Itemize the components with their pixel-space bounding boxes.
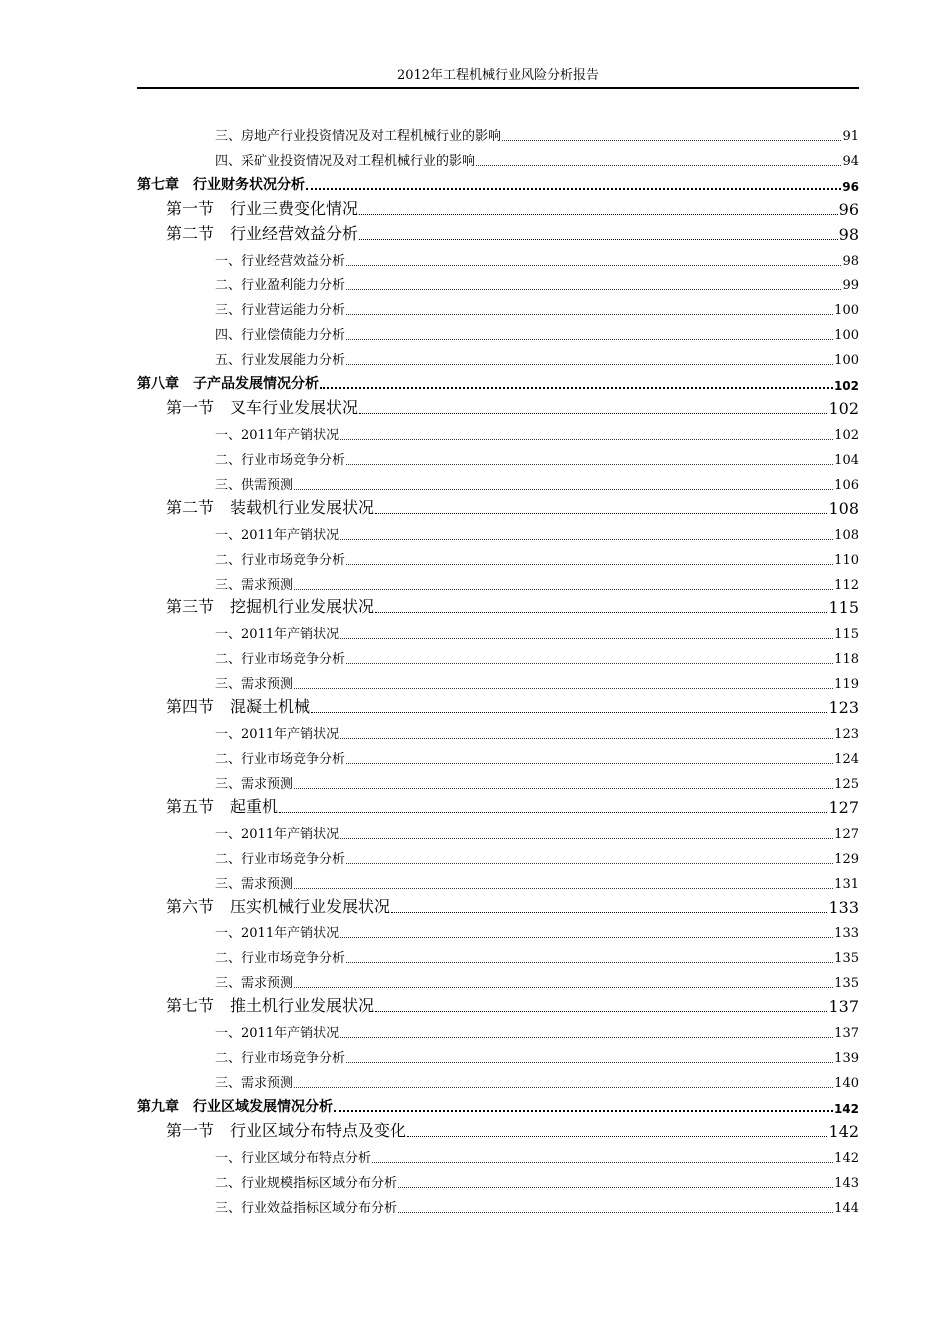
- toc-entry-label: 第九章 行业区域发展情况分析: [137, 1098, 333, 1115]
- toc-page-number: 100: [834, 328, 859, 344]
- toc-dot-leader: [340, 638, 833, 639]
- toc-page-number: 137: [828, 997, 859, 1017]
- toc-subsection-entry[interactable]: [215, 1195, 859, 1220]
- toc-section-entry[interactable]: [166, 696, 859, 721]
- toc-page-number: 143: [834, 1175, 859, 1191]
- toc-page-number: 127: [834, 826, 859, 842]
- toc-dot-leader: [346, 314, 833, 315]
- toc-section-entry[interactable]: [166, 896, 859, 921]
- toc-subsection-entry[interactable]: [215, 646, 859, 671]
- toc-entry-label: 第五节 起重机: [166, 796, 279, 816]
- toc-entry-label: 二、行业市场竞争分析: [215, 851, 346, 867]
- toc-page-number: 137: [834, 1026, 859, 1042]
- toc-subsection-entry[interactable]: [215, 671, 859, 696]
- toc-entry-label: 第二节 行业经营效益分析: [166, 223, 359, 243]
- toc-subsection-entry[interactable]: [215, 297, 859, 322]
- toc-entry-label: 五、行业发展能力分析: [215, 353, 346, 369]
- toc-dot-leader: [346, 265, 841, 266]
- toc-entry-label: 二、行业市场竞争分析: [215, 652, 346, 668]
- toc-dot-leader: [346, 763, 833, 764]
- toc-dot-leader: [346, 663, 833, 664]
- toc-entry-label: 一、2011年产销状况: [215, 727, 340, 743]
- toc-dot-leader: [346, 863, 833, 864]
- toc-page-number: 96: [838, 199, 859, 219]
- toc-page-number: 123: [834, 727, 859, 743]
- toc-page-number: 127: [828, 797, 859, 817]
- toc-page-number: 135: [834, 951, 859, 967]
- toc-entry-label: 四、行业偿债能力分析: [215, 328, 346, 344]
- toc-dot-leader: [375, 513, 827, 514]
- toc-dot-leader: [372, 1162, 833, 1163]
- toc-dot-leader: [359, 413, 827, 414]
- toc-section-entry[interactable]: [166, 223, 859, 248]
- toc-page-number: 125: [834, 776, 859, 792]
- toc-subsection-entry[interactable]: [215, 1145, 859, 1170]
- page-header-title: 2012年工程机械行业风险分析报告: [396, 68, 600, 83]
- toc-entry-label: 一、2011年产销状况: [215, 826, 340, 842]
- toc-page-number: 100: [834, 353, 859, 369]
- toc-page-number: 123: [828, 698, 859, 718]
- toc-page-number: 140: [834, 1075, 859, 1091]
- toc-page-number: 96: [842, 179, 859, 194]
- toc-page-number: 139: [834, 1051, 859, 1067]
- toc-entry-label: 三、需求预测: [215, 976, 294, 992]
- toc-subsection-entry[interactable]: [215, 148, 859, 173]
- toc-subsection-entry[interactable]: [215, 472, 859, 497]
- toc-dot-leader: [294, 987, 833, 988]
- toc-page-number: 98: [838, 224, 859, 244]
- toc-entry-label: 三、供需预测: [215, 477, 294, 493]
- toc-subsection-entry[interactable]: [215, 123, 859, 148]
- toc-entry-label: 一、行业经营效益分析: [215, 253, 346, 269]
- toc-dot-leader: [311, 712, 827, 713]
- toc-section-entry[interactable]: [166, 1120, 859, 1145]
- toc-entry-label: 一、2011年产销状况: [215, 1026, 340, 1042]
- toc-subsection-entry[interactable]: [215, 522, 859, 547]
- toc-subsection-entry[interactable]: [215, 846, 859, 871]
- toc-dot-leader: [279, 812, 827, 813]
- toc-dot-leader: [340, 439, 833, 440]
- toc-entry-label: 第六节 压实机械行业发展状况: [166, 896, 391, 916]
- toc-entry-label: 第七节 推土机行业发展状况: [166, 996, 375, 1016]
- toc-page-number: 108: [834, 527, 859, 543]
- toc-entry-label: 第一节 行业三费变化情况: [166, 198, 359, 218]
- toc-subsection-entry[interactable]: [215, 1045, 859, 1070]
- toc-dot-leader: [340, 738, 833, 739]
- toc-dot-leader: [294, 888, 833, 889]
- toc-dot-leader: [375, 612, 827, 613]
- toc-dot-leader: [398, 1187, 833, 1188]
- toc-subsection-entry[interactable]: [215, 572, 859, 597]
- toc-subsection-entry[interactable]: [215, 921, 859, 946]
- toc-dot-leader: [346, 464, 833, 465]
- toc-page-number: 142: [828, 1121, 859, 1141]
- toc-entry-label: 三、需求预测: [215, 677, 294, 693]
- toc-dot-leader: [407, 1136, 827, 1137]
- toc-subsection-entry[interactable]: [215, 621, 859, 646]
- toc-section-entry[interactable]: [166, 597, 859, 622]
- toc-dot-leader: [476, 165, 841, 166]
- toc-entry-label: 二、行业市场竞争分析: [215, 951, 346, 967]
- toc-page-number: 106: [834, 477, 859, 493]
- toc-section-entry[interactable]: [166, 497, 859, 522]
- toc-page-number: 118: [834, 652, 859, 668]
- toc-dot-leader: [340, 937, 833, 938]
- toc-chapter-entry[interactable]: [137, 372, 859, 397]
- toc-subsection-entry[interactable]: [215, 1170, 859, 1195]
- toc-dot-leader: [294, 1087, 833, 1088]
- toc-subsection-entry[interactable]: [215, 821, 859, 846]
- toc-dot-leader: [359, 214, 838, 215]
- toc-dot-leader: [375, 1011, 827, 1012]
- toc-entry-label: 二、行业规模指标区域分布分析: [215, 1175, 398, 1191]
- toc-page-number: 102: [834, 427, 859, 443]
- toc-section-entry[interactable]: [166, 397, 859, 422]
- toc-dot-leader: [346, 962, 833, 963]
- toc-page-number: 115: [834, 627, 859, 643]
- toc-page-number: 124: [834, 751, 859, 767]
- toc-page-number: 133: [828, 897, 859, 917]
- toc-subsection-entry[interactable]: [215, 871, 859, 896]
- toc-page-number: 94: [842, 153, 859, 169]
- toc-entry-label: 一、行业区域分布特点分析: [215, 1150, 372, 1166]
- toc-entry-label: 第八章 子产品发展情况分析: [137, 376, 319, 393]
- toc-entry-label: 二、行业市场竞争分析: [215, 1051, 346, 1067]
- toc-page-number: 144: [834, 1200, 859, 1216]
- toc-dot-leader: [306, 188, 841, 190]
- toc-entry-label: 一、2011年产销状况: [215, 926, 340, 942]
- toc-dot-leader: [340, 1037, 833, 1038]
- toc-page-number: 129: [834, 851, 859, 867]
- toc-dot-leader: [294, 589, 833, 590]
- toc-entry-label: 一、2011年产销状况: [215, 627, 340, 643]
- toc-dot-leader: [502, 140, 841, 141]
- toc-subsection-entry[interactable]: [215, 273, 859, 298]
- toc-page-number: 135: [834, 976, 859, 992]
- toc-subsection-entry[interactable]: [215, 771, 859, 796]
- toc-entry-label: 第二节 装载机行业发展状况: [166, 497, 375, 517]
- toc-page-number: 142: [834, 1150, 859, 1166]
- toc-entry-label: 二、行业市场竞争分析: [215, 452, 346, 468]
- toc-dot-leader: [346, 339, 833, 340]
- toc-entry-label: 三、行业营运能力分析: [215, 303, 346, 319]
- toc-entry-label: 一、2011年产销状况: [215, 427, 340, 443]
- table-of-contents: [0, 123, 950, 1220]
- toc-page-number: 112: [834, 577, 859, 593]
- toc-entry-label: 第三节 挖掘机行业发展状况: [166, 597, 375, 617]
- toc-page-number: 108: [828, 498, 859, 518]
- toc-page-number: 100: [834, 303, 859, 319]
- toc-dot-leader: [340, 539, 833, 540]
- toc-dot-leader: [294, 489, 833, 490]
- toc-page-number: 104: [834, 452, 859, 468]
- toc-page-number: 98: [842, 253, 859, 269]
- toc-chapter-entry[interactable]: [137, 1095, 859, 1120]
- toc-subsection-entry[interactable]: [215, 945, 859, 970]
- toc-page-number: 131: [834, 876, 859, 892]
- toc-page-number: 119: [834, 677, 859, 693]
- toc-dot-leader: [346, 289, 841, 290]
- toc-dot-leader: [391, 912, 827, 913]
- toc-entry-label: 二、行业盈利能力分析: [215, 278, 346, 294]
- toc-dot-leader: [398, 1212, 833, 1213]
- toc-entry-label: 第一节 叉车行业发展状况: [166, 398, 359, 418]
- toc-subsection-entry[interactable]: [215, 322, 859, 347]
- toc-section-entry[interactable]: [166, 796, 859, 821]
- toc-subsection-entry[interactable]: [215, 547, 859, 572]
- toc-subsection-entry[interactable]: [215, 347, 859, 372]
- toc-chapter-entry[interactable]: [137, 173, 859, 198]
- toc-dot-leader: [334, 1110, 833, 1112]
- toc-page-number: 99: [842, 278, 859, 294]
- toc-page-number: 102: [833, 379, 859, 394]
- toc-page-number: 110: [834, 552, 859, 568]
- toc-section-entry[interactable]: [166, 995, 859, 1020]
- toc-subsection-entry[interactable]: [215, 1020, 859, 1045]
- toc-entry-label: 三、房地产行业投资情况及对工程机械行业的影响: [215, 128, 502, 144]
- toc-entry-label: 二、行业市场竞争分析: [215, 552, 346, 568]
- toc-entry-label: 三、需求预测: [215, 876, 294, 892]
- toc-entry-label: 第七章 行业财务状况分析: [137, 176, 305, 193]
- toc-entry-label: 四、采矿业投资情况及对工程机械行业的影响: [215, 153, 476, 169]
- toc-entry-label: 三、需求预测: [215, 577, 294, 593]
- toc-subsection-entry[interactable]: [215, 422, 859, 447]
- toc-dot-leader: [294, 788, 833, 789]
- toc-page-number: 102: [828, 399, 859, 419]
- toc-entry-label: 三、需求预测: [215, 776, 294, 792]
- toc-dot-leader: [359, 239, 838, 240]
- toc-dot-leader: [346, 1062, 833, 1063]
- toc-dot-leader: [346, 364, 833, 365]
- toc-subsection-entry[interactable]: [215, 746, 859, 771]
- toc-page-number: 133: [834, 926, 859, 942]
- toc-subsection-entry[interactable]: [215, 248, 859, 273]
- toc-subsection-entry[interactable]: [215, 1070, 859, 1095]
- toc-dot-leader: [294, 688, 833, 689]
- toc-page-number: 91: [842, 128, 859, 144]
- toc-page-number: 142: [833, 1101, 859, 1116]
- toc-page-number: 115: [828, 598, 859, 618]
- toc-entry-label: 第四节 混凝土机械: [166, 697, 311, 717]
- toc-entry-label: 二、行业市场竞争分析: [215, 751, 346, 767]
- toc-subsection-entry[interactable]: [215, 970, 859, 995]
- toc-section-entry[interactable]: [166, 198, 859, 223]
- toc-entry-label: 三、行业效益指标区域分布分析: [215, 1200, 398, 1216]
- toc-dot-leader: [346, 564, 833, 565]
- toc-entry-label: 第一节 行业区域分布特点及变化: [166, 1120, 407, 1140]
- toc-dot-leader: [340, 838, 833, 839]
- header-rule: [137, 87, 859, 89]
- toc-subsection-entry[interactable]: [215, 447, 859, 472]
- toc-subsection-entry[interactable]: [215, 721, 859, 746]
- toc-entry-label: 一、2011年产销状况: [215, 527, 340, 543]
- toc-entry-label: 三、需求预测: [215, 1075, 294, 1091]
- toc-dot-leader: [320, 387, 833, 389]
